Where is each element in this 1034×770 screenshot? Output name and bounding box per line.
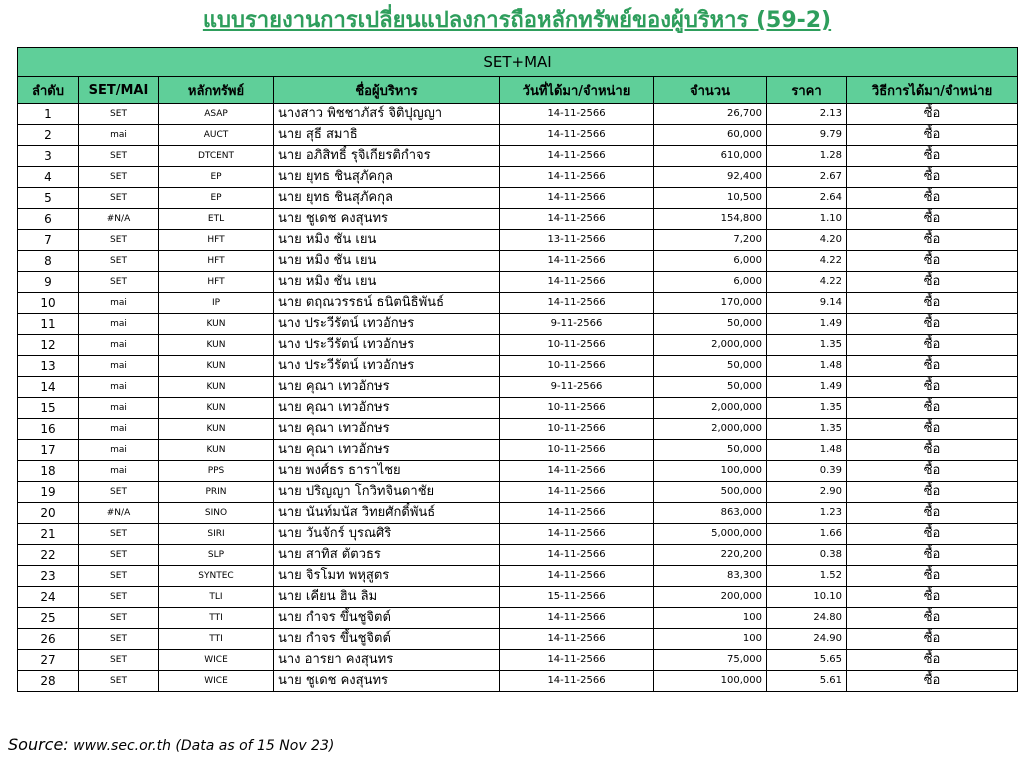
symbol-cell: HFT: [159, 272, 274, 293]
transaction-date-cell: 14-11-2566: [500, 650, 654, 671]
executive-name-cell: นาย ชูเดช คงสุนทร: [274, 671, 500, 692]
table-row: [18, 335, 1018, 356]
price-cell: 1.28: [767, 146, 847, 167]
row-number: 17: [18, 440, 79, 461]
market-cell: SET: [79, 650, 159, 671]
table-row: [18, 440, 1018, 461]
price-cell: 2.67: [767, 167, 847, 188]
volume-cell: 60,000: [654, 125, 767, 146]
price-cell: 24.80: [767, 608, 847, 629]
volume-cell: 610,000: [654, 146, 767, 167]
executive-name-cell: นาย คุณา เทวอักษร: [274, 398, 500, 419]
method-cell: ซื้อ: [847, 377, 1018, 398]
column-header-symbol: หลักทรัพย์: [159, 77, 274, 104]
transaction-date-cell: 10-11-2566: [500, 398, 654, 419]
market-cell: #N/A: [79, 209, 159, 230]
executive-name-cell: นาย ปริญญา โกวิทจินดาชัย: [274, 482, 500, 503]
executive-name-cell: นาย จิรโมท พหุสูตร: [274, 566, 500, 587]
method-cell: ซื้อ: [847, 125, 1018, 146]
row-number: 18: [18, 461, 79, 482]
table-row: [18, 314, 1018, 335]
method-cell: ซื้อ: [847, 251, 1018, 272]
transaction-date-cell: 14-11-2566: [500, 461, 654, 482]
price-cell: 9.14: [767, 293, 847, 314]
method-cell: ซื้อ: [847, 671, 1018, 692]
market-cell: SET: [79, 587, 159, 608]
transaction-date-cell: 14-11-2566: [500, 125, 654, 146]
symbol-cell: SINO: [159, 503, 274, 524]
symbol-cell: HFT: [159, 251, 274, 272]
transaction-date-cell: 14-11-2566: [500, 566, 654, 587]
transaction-date-cell: 14-11-2566: [500, 629, 654, 650]
table-row: [18, 608, 1018, 629]
market-cell: mai: [79, 398, 159, 419]
volume-cell: 50,000: [654, 314, 767, 335]
executive-name-cell: นาง ประวีรัตน์ เทวอักษร: [274, 314, 500, 335]
row-number: 27: [18, 650, 79, 671]
transaction-date-cell: 10-11-2566: [500, 356, 654, 377]
table-row: [18, 272, 1018, 293]
market-cell: SET: [79, 167, 159, 188]
executive-name-cell: นาย ตฤณวรรธน์ ธนิตนิธิพันธ์: [274, 293, 500, 314]
executive-name-cell: นาย คุณา เทวอักษร: [274, 419, 500, 440]
executive-name-cell: นางสาว พิชชาภัสร์ จิติปุญญา: [274, 104, 500, 125]
transaction-date-cell: 14-11-2566: [500, 608, 654, 629]
table-row: [18, 398, 1018, 419]
source-label: Source:: [8, 735, 69, 754]
transaction-date-cell: 14-11-2566: [500, 146, 654, 167]
symbol-cell: AUCT: [159, 125, 274, 146]
volume-cell: 200,000: [654, 587, 767, 608]
market-cell: mai: [79, 377, 159, 398]
volume-cell: 100: [654, 629, 767, 650]
transaction-date-cell: 14-11-2566: [500, 251, 654, 272]
transaction-date-cell: 14-11-2566: [500, 524, 654, 545]
symbol-cell: WICE: [159, 671, 274, 692]
table-row: [18, 587, 1018, 608]
transaction-date-cell: 10-11-2566: [500, 419, 654, 440]
transaction-date-cell: 14-11-2566: [500, 209, 654, 230]
symbol-cell: PRIN: [159, 482, 274, 503]
symbol-cell: KUN: [159, 440, 274, 461]
table-header-row: [18, 77, 1018, 104]
row-number: 3: [18, 146, 79, 167]
table-row: [18, 209, 1018, 230]
symbol-cell: KUN: [159, 314, 274, 335]
transaction-date-cell: 10-11-2566: [500, 335, 654, 356]
executive-name-cell: นาย นันท์มนัส วิทยศักดิ์พันธ์: [274, 503, 500, 524]
method-cell: ซื้อ: [847, 146, 1018, 167]
market-cell: mai: [79, 125, 159, 146]
method-cell: ซื้อ: [847, 650, 1018, 671]
method-cell: ซื้อ: [847, 314, 1018, 335]
price-cell: 0.39: [767, 461, 847, 482]
row-number: 15: [18, 398, 79, 419]
symbol-cell: EP: [159, 167, 274, 188]
market-cell: SET: [79, 545, 159, 566]
transaction-date-cell: 14-11-2566: [500, 671, 654, 692]
price-cell: 1.66: [767, 524, 847, 545]
symbol-cell: KUN: [159, 335, 274, 356]
report-title: แบบรายงานการเปลี่ยนแปลงการถือหลักทรัพย์ของผู้บริหาร (59-2): [202, 8, 832, 33]
executive-name-cell: นาย สาทิส ตัตวธร: [274, 545, 500, 566]
market-cell: #N/A: [79, 503, 159, 524]
executive-name-cell: นาง ประวีรัตน์ เทวอักษร: [274, 356, 500, 377]
market-cell: mai: [79, 440, 159, 461]
symbol-cell: KUN: [159, 356, 274, 377]
row-number: 6: [18, 209, 79, 230]
market-cell: SET: [79, 146, 159, 167]
transaction-date-cell: 9-11-2566: [500, 377, 654, 398]
method-cell: ซื้อ: [847, 566, 1018, 587]
table-row: [18, 293, 1018, 314]
transaction-date-cell: 13-11-2566: [500, 230, 654, 251]
price-cell: 1.49: [767, 314, 847, 335]
symbol-cell: DTCENT: [159, 146, 274, 167]
volume-cell: 100: [654, 608, 767, 629]
price-cell: 1.48: [767, 440, 847, 461]
method-cell: ซื้อ: [847, 545, 1018, 566]
price-cell: 1.48: [767, 356, 847, 377]
price-cell: 1.35: [767, 398, 847, 419]
row-number: 26: [18, 629, 79, 650]
executive-holdings-table: [17, 47, 1018, 692]
table-row: [18, 566, 1018, 587]
row-number: 22: [18, 545, 79, 566]
volume-cell: 75,000: [654, 650, 767, 671]
symbol-cell: KUN: [159, 419, 274, 440]
row-number: 5: [18, 188, 79, 209]
symbol-cell: IP: [159, 293, 274, 314]
volume-cell: 500,000: [654, 482, 767, 503]
method-cell: ซื้อ: [847, 335, 1018, 356]
price-cell: 1.49: [767, 377, 847, 398]
table-row: [18, 650, 1018, 671]
transaction-date-cell: 14-11-2566: [500, 188, 654, 209]
method-cell: ซื้อ: [847, 524, 1018, 545]
table-row: [18, 419, 1018, 440]
row-number: 24: [18, 587, 79, 608]
market-band-label: SET+MAI: [18, 48, 1018, 77]
row-number: 13: [18, 356, 79, 377]
transaction-date-cell: 14-11-2566: [500, 482, 654, 503]
price-cell: 0.38: [767, 545, 847, 566]
executive-name-cell: นาย พงศ์ธร ธาราไชย: [274, 461, 500, 482]
row-number: 9: [18, 272, 79, 293]
executive-name-cell: นาย คุณา เทวอักษร: [274, 440, 500, 461]
price-cell: 5.61: [767, 671, 847, 692]
transaction-date-cell: 14-11-2566: [500, 503, 654, 524]
volume-cell: 10,500: [654, 188, 767, 209]
column-header-market: SET/MAI: [79, 77, 159, 104]
row-number: 16: [18, 419, 79, 440]
market-cell: mai: [79, 461, 159, 482]
table-row: [18, 188, 1018, 209]
volume-cell: 100,000: [654, 671, 767, 692]
symbol-cell: KUN: [159, 398, 274, 419]
row-number: 20: [18, 503, 79, 524]
market-cell: mai: [79, 419, 159, 440]
symbol-cell: SLP: [159, 545, 274, 566]
method-cell: ซื้อ: [847, 398, 1018, 419]
method-cell: ซื้อ: [847, 629, 1018, 650]
symbol-cell: KUN: [159, 377, 274, 398]
executive-name-cell: นาย ยุทธ ชินสุภัคกุล: [274, 188, 500, 209]
volume-cell: 170,000: [654, 293, 767, 314]
price-cell: 10.10: [767, 587, 847, 608]
method-cell: ซื้อ: [847, 230, 1018, 251]
table-row: [18, 167, 1018, 188]
table-band-row: [18, 48, 1018, 77]
column-header-date: วันที่ได้มา/จำหน่าย: [500, 77, 654, 104]
table-row: [18, 356, 1018, 377]
method-cell: ซื้อ: [847, 503, 1018, 524]
symbol-cell: TLI: [159, 587, 274, 608]
volume-cell: 863,000: [654, 503, 767, 524]
table-row: [18, 251, 1018, 272]
table-row: [18, 671, 1018, 692]
transaction-date-cell: 14-11-2566: [500, 272, 654, 293]
executive-name-cell: นาย ชูเดช คงสุนทร: [274, 209, 500, 230]
column-header-no: ลำดับ: [18, 77, 79, 104]
executive-name-cell: นาย หมิง ชัน เยน: [274, 272, 500, 293]
table-row: [18, 482, 1018, 503]
table-row: [18, 461, 1018, 482]
market-cell: SET: [79, 230, 159, 251]
transaction-date-cell: 14-11-2566: [500, 104, 654, 125]
volume-cell: 2,000,000: [654, 419, 767, 440]
row-number: 10: [18, 293, 79, 314]
executive-name-cell: นาย สุธี สมาธิ: [274, 125, 500, 146]
volume-cell: 6,000: [654, 272, 767, 293]
executive-name-cell: นาย คุณา เทวอักษร: [274, 377, 500, 398]
row-number: 19: [18, 482, 79, 503]
symbol-cell: HFT: [159, 230, 274, 251]
market-cell: SET: [79, 104, 159, 125]
table-row: [18, 503, 1018, 524]
source-text: www.sec.or.th (Data as of 15 Nov 23): [73, 738, 335, 754]
row-number: 11: [18, 314, 79, 335]
table-row: [18, 146, 1018, 167]
transaction-date-cell: 10-11-2566: [500, 440, 654, 461]
market-cell: SET: [79, 608, 159, 629]
method-cell: ซื้อ: [847, 608, 1018, 629]
price-cell: 24.90: [767, 629, 847, 650]
method-cell: ซื้อ: [847, 356, 1018, 377]
row-number: 1: [18, 104, 79, 125]
executive-name-cell: นาย กำจร ขึ้นชูจิตต์: [274, 608, 500, 629]
transaction-date-cell: 9-11-2566: [500, 314, 654, 335]
price-cell: 1.23: [767, 503, 847, 524]
market-cell: mai: [79, 335, 159, 356]
column-header-price: ราคา: [767, 77, 847, 104]
row-number: 2: [18, 125, 79, 146]
volume-cell: 83,300: [654, 566, 767, 587]
table-row: [18, 125, 1018, 146]
symbol-cell: ETL: [159, 209, 274, 230]
source-note: [8, 735, 334, 754]
market-cell: SET: [79, 524, 159, 545]
transaction-date-cell: 14-11-2566: [500, 167, 654, 188]
executive-name-cell: นาย วันจักร์ บุรณศิริ: [274, 524, 500, 545]
method-cell: ซื้อ: [847, 293, 1018, 314]
volume-cell: 26,700: [654, 104, 767, 125]
executive-name-cell: นาง อารยา คงสุนทร: [274, 650, 500, 671]
price-cell: 1.52: [767, 566, 847, 587]
table-row: [18, 545, 1018, 566]
transaction-date-cell: 15-11-2566: [500, 587, 654, 608]
method-cell: ซื้อ: [847, 104, 1018, 125]
price-cell: 9.79: [767, 125, 847, 146]
volume-cell: 50,000: [654, 356, 767, 377]
market-cell: mai: [79, 356, 159, 377]
symbol-cell: TTI: [159, 629, 274, 650]
market-cell: SET: [79, 251, 159, 272]
volume-cell: 154,800: [654, 209, 767, 230]
executive-name-cell: นาย หมิง ชัน เยน: [274, 251, 500, 272]
price-cell: 2.64: [767, 188, 847, 209]
table-body: [18, 104, 1018, 692]
row-number: 21: [18, 524, 79, 545]
row-number: 28: [18, 671, 79, 692]
table-row: [18, 524, 1018, 545]
table-row: [18, 230, 1018, 251]
method-cell: ซื้อ: [847, 587, 1018, 608]
transaction-date-cell: 14-11-2566: [500, 293, 654, 314]
volume-cell: 6,000: [654, 251, 767, 272]
method-cell: ซื้อ: [847, 209, 1018, 230]
market-cell: mai: [79, 293, 159, 314]
price-cell: 1.10: [767, 209, 847, 230]
volume-cell: 5,000,000: [654, 524, 767, 545]
executive-name-cell: นาย กำจร ขึ้นชูจิตต์: [274, 629, 500, 650]
executive-name-cell: นาย หมิง ชัน เยน: [274, 230, 500, 251]
symbol-cell: PPS: [159, 461, 274, 482]
price-cell: 4.20: [767, 230, 847, 251]
volume-cell: 7,200: [654, 230, 767, 251]
market-cell: SET: [79, 629, 159, 650]
price-cell: 2.13: [767, 104, 847, 125]
volume-cell: 92,400: [654, 167, 767, 188]
volume-cell: 2,000,000: [654, 335, 767, 356]
column-header-volume: จำนวน: [654, 77, 767, 104]
symbol-cell: TTI: [159, 608, 274, 629]
method-cell: ซื้อ: [847, 167, 1018, 188]
price-cell: 4.22: [767, 272, 847, 293]
method-cell: ซื้อ: [847, 461, 1018, 482]
method-cell: ซื้อ: [847, 482, 1018, 503]
price-cell: 1.35: [767, 335, 847, 356]
executive-name-cell: นาย เคียน ฮิน ลิม: [274, 587, 500, 608]
column-header-name: ชื่อผู้บริหาร: [274, 77, 500, 104]
row-number: 7: [18, 230, 79, 251]
executive-name-cell: นาย อภิสิทธิ์ รุจิเกียรติกำจร: [274, 146, 500, 167]
volume-cell: 220,200: [654, 545, 767, 566]
symbol-cell: WICE: [159, 650, 274, 671]
price-cell: 2.90: [767, 482, 847, 503]
price-cell: 5.65: [767, 650, 847, 671]
row-number: 25: [18, 608, 79, 629]
method-cell: ซื้อ: [847, 440, 1018, 461]
row-number: 23: [18, 566, 79, 587]
symbol-cell: EP: [159, 188, 274, 209]
market-cell: mai: [79, 314, 159, 335]
method-cell: ซื้อ: [847, 272, 1018, 293]
volume-cell: 50,000: [654, 377, 767, 398]
column-header-method: วิธีการได้มา/จำหน่าย: [847, 77, 1018, 104]
row-number: 4: [18, 167, 79, 188]
table-row: [18, 629, 1018, 650]
price-cell: 1.35: [767, 419, 847, 440]
market-cell: SET: [79, 272, 159, 293]
executive-name-cell: นาย ยุทธ ชินสุภัคกุล: [274, 167, 500, 188]
executive-name-cell: นาง ประวีรัตน์ เทวอักษร: [274, 335, 500, 356]
market-cell: SET: [79, 671, 159, 692]
transaction-date-cell: 14-11-2566: [500, 545, 654, 566]
price-cell: 4.22: [767, 251, 847, 272]
row-number: 12: [18, 335, 79, 356]
market-cell: SET: [79, 482, 159, 503]
row-number: 14: [18, 377, 79, 398]
volume-cell: 100,000: [654, 461, 767, 482]
row-number: 8: [18, 251, 79, 272]
method-cell: ซื้อ: [847, 419, 1018, 440]
table-row: [18, 104, 1018, 125]
market-cell: SET: [79, 188, 159, 209]
market-cell: SET: [79, 566, 159, 587]
volume-cell: 50,000: [654, 440, 767, 461]
volume-cell: 2,000,000: [654, 398, 767, 419]
symbol-cell: ASAP: [159, 104, 274, 125]
method-cell: ซื้อ: [847, 188, 1018, 209]
table-row: [18, 377, 1018, 398]
symbol-cell: SYNTEC: [159, 566, 274, 587]
symbol-cell: SIRI: [159, 524, 274, 545]
